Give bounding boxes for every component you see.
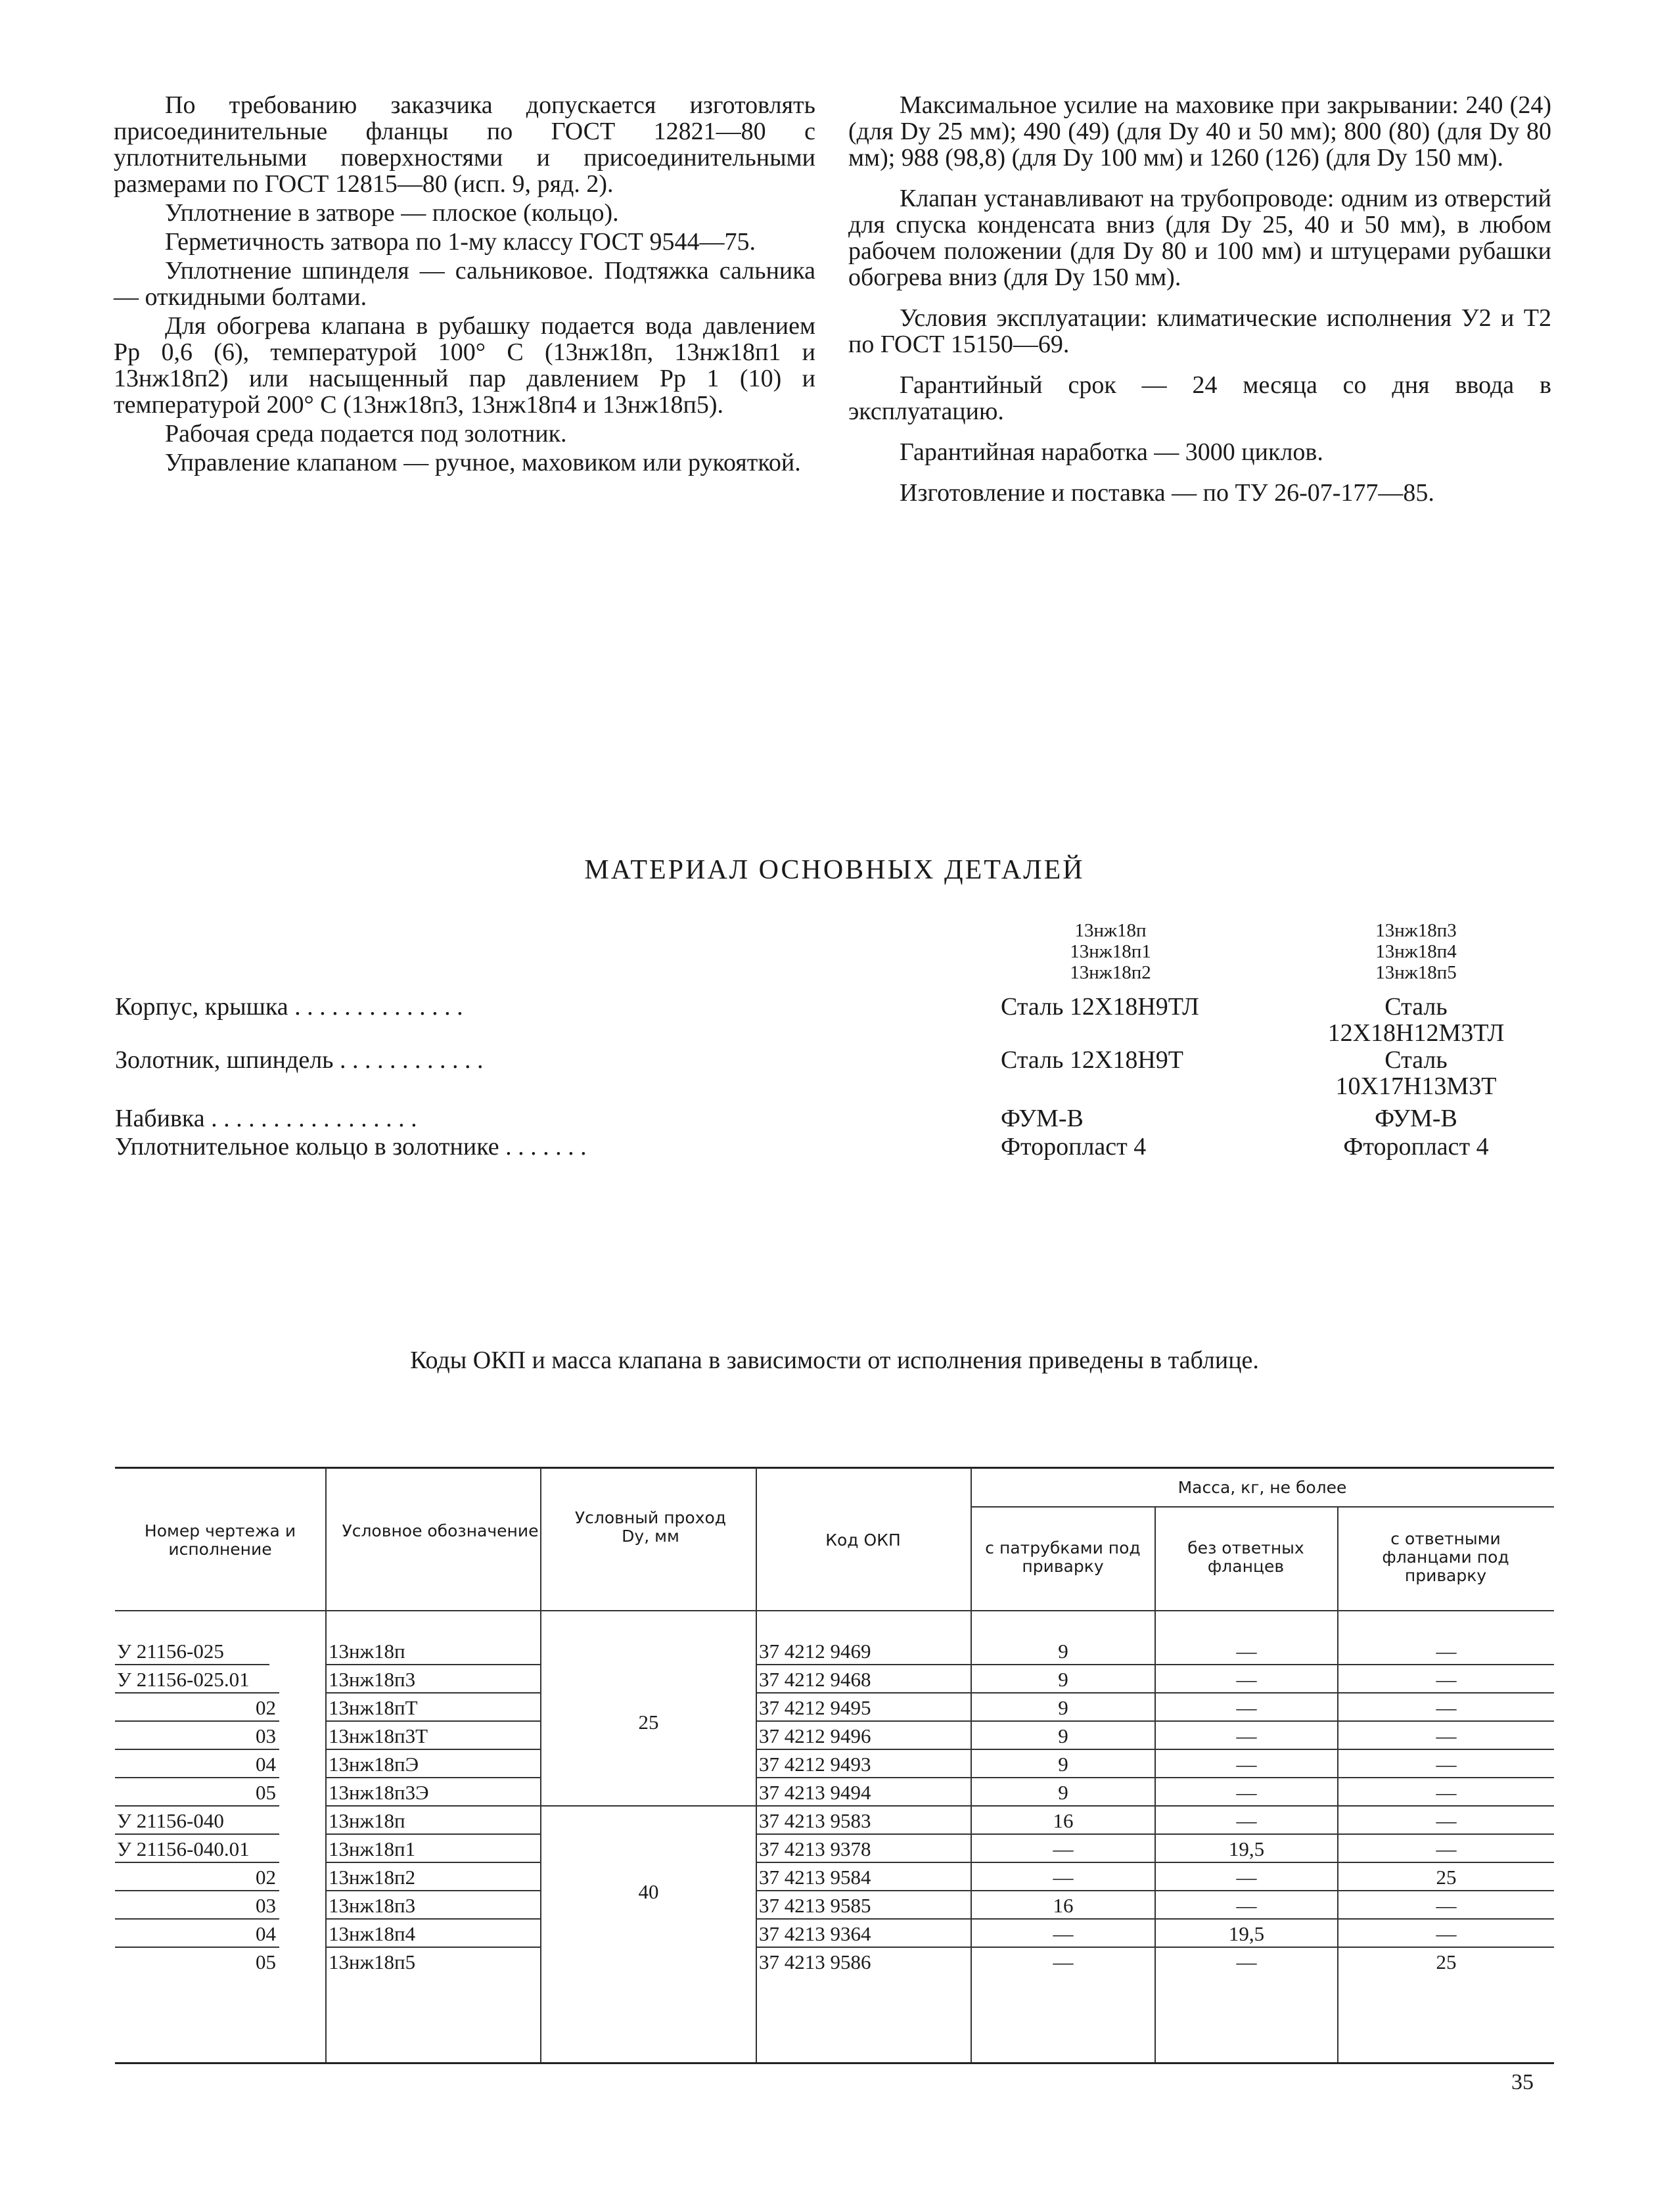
mass-with-flanges: — <box>1436 1753 1457 1776</box>
mass-no-flanges: 19,5 <box>1228 1837 1265 1860</box>
paragraph: Уплотнение в затворе — плоское (кольцо). <box>165 199 619 227</box>
okp-code: 37 4213 9583 <box>759 1809 871 1832</box>
mass-with-flanges: — <box>1436 1724 1457 1747</box>
mass-with-flanges: 25 <box>1436 1866 1457 1889</box>
material-col2: Сталь <box>1384 1046 1448 1074</box>
mass-with-flanges: — <box>1436 1781 1457 1804</box>
material-col1: Фторопласт 4 <box>1001 1133 1147 1161</box>
material-col2: ФУМ-В <box>1375 1105 1457 1132</box>
paragraph: Изготовление и поставка — по ТУ 26-07-177—85. <box>900 479 1434 507</box>
materials-title: МАТЕРИАЛ ОСНОВНЫХ ДЕТАЛЕЙ <box>584 855 1085 885</box>
paragraph: Клапан устанавливают на трубопроводе: одним из отверстий для спуска конденсата вниз (для Dу 25, 40 и 50 мм), в любом рабочем положении (для Dу 80 и 100 мм) и штуцерами рубашки обогрева вниз (для Dу 150 мм). <box>848 185 1551 291</box>
header-bore: Условный проход Dу, мм <box>574 1508 727 1546</box>
designation: 13нж18п3 <box>329 1668 416 1691</box>
header-drawing: Номер чертежа и исполнение <box>144 1521 296 1559</box>
mass-with-flanges: — <box>1436 1696 1457 1719</box>
paragraph: Гарантийная наработка — 3000 циклов. <box>900 438 1323 466</box>
drawing-number: У 21156-025.01 <box>117 1668 250 1691</box>
material-col2-grade: 12Х18Н12М3ТЛ <box>1327 1019 1505 1047</box>
mass-welding: — <box>1053 1837 1074 1860</box>
mass-with-flanges: 25 <box>1436 1950 1457 1973</box>
header-mass-no-flanges: без ответных фланцев <box>1187 1538 1304 1576</box>
drawing-number: 03 <box>256 1724 276 1747</box>
designation: 13нж18п2 <box>329 1866 416 1889</box>
paragraph: Уплотнение шпинделя — сальниковое. Подтяжка сальника — откидными болтами. <box>114 257 815 311</box>
mass-welding: 9 <box>1058 1668 1068 1691</box>
mass-welding: 9 <box>1058 1781 1068 1804</box>
designation: 13нж18пЭ <box>329 1753 419 1776</box>
okp-code: 37 4213 9585 <box>759 1894 871 1917</box>
part-name: Набивка . . . . . . . . . . . . . . . . . <box>115 1105 417 1132</box>
model-label: 13нж18п3 <box>1375 920 1457 941</box>
designation: 13нж18п1 <box>329 1837 416 1860</box>
mass-welding: 16 <box>1053 1894 1074 1917</box>
header-designation: Условное обозначение <box>342 1521 539 1540</box>
header-okp: Код ОКП <box>825 1531 901 1550</box>
okp-code: 37 4213 9378 <box>759 1837 871 1860</box>
drawing-number: У 21156-025 <box>117 1640 224 1663</box>
bore-value: 25 <box>638 1711 659 1734</box>
designation: 13нж18п3Т <box>329 1724 428 1747</box>
designation: 13нж18пТ <box>329 1696 418 1719</box>
mass-group-rule <box>971 1506 1554 1508</box>
material-col2-grade: 10Х17Н13М3Т <box>1335 1072 1497 1100</box>
mass-welding: — <box>1053 1866 1074 1889</box>
mass-welding: 9 <box>1058 1724 1068 1747</box>
right-text-column <box>848 92 1551 520</box>
okp-code: 37 4212 9493 <box>759 1753 871 1776</box>
mass-no-flanges: — <box>1236 1753 1257 1776</box>
mass-with-flanges: — <box>1436 1809 1457 1832</box>
material-col1: Сталь 12Х18Н9Т <box>1001 1046 1184 1074</box>
designation: 13нж18п <box>329 1809 405 1832</box>
designation: 13нж18п5 <box>329 1950 416 1973</box>
mass-no-flanges: — <box>1236 1809 1257 1832</box>
mass-with-flanges: — <box>1436 1837 1457 1860</box>
paragraph: Условия эксплуатации: климатические исполнения У2 и Т2 по ГОСТ 15150—69. <box>848 304 1551 358</box>
designation: 13нж18п3Э <box>329 1781 429 1804</box>
mass-no-flanges: — <box>1236 1724 1257 1747</box>
drawing-number: 02 <box>256 1696 276 1719</box>
mass-with-flanges: — <box>1436 1922 1457 1945</box>
model-label: 13нж18п1 <box>1070 941 1151 962</box>
mass-welding: 9 <box>1058 1640 1068 1663</box>
mass-no-flanges: — <box>1236 1866 1257 1889</box>
drawing-number: 05 <box>256 1950 276 1973</box>
table-top-rule <box>115 1467 1554 1469</box>
column-divider <box>756 1468 757 2062</box>
okp-code: 37 4212 9469 <box>759 1640 871 1663</box>
model-label: 13нж18п4 <box>1375 941 1457 962</box>
okp-code: 37 4213 9584 <box>759 1866 871 1889</box>
paragraph: Для обогрева клапана в рубашку подается вода давлением Pр 0,6 (6), температурой 100° С (13нж18п, 13нж18п1 и 13нж18п2) или насыщенный пар давлением Pр 1 (10) и температурой 200° С (13нж18п3, 13нж18п4 и 13нж18п5). <box>114 312 815 419</box>
mass-welding: — <box>1053 1950 1074 1973</box>
okp-code: 37 4212 9495 <box>759 1696 871 1719</box>
mass-welding: 9 <box>1058 1753 1068 1776</box>
model-label: 13нж18п5 <box>1375 962 1457 983</box>
drawing-number: 04 <box>256 1922 276 1945</box>
mass-no-flanges: — <box>1236 1668 1257 1691</box>
bore-value: 40 <box>638 1880 659 1903</box>
column-divider <box>325 1468 327 2062</box>
bore-group-rule <box>541 1805 756 1807</box>
mass-welding: — <box>1053 1922 1074 1945</box>
part-name: Корпус, крышка . . . . . . . . . . . . . . <box>115 993 463 1021</box>
designation: 13нж18п <box>329 1640 405 1663</box>
okp-code: 37 4213 9364 <box>759 1922 871 1945</box>
paragraph: Максимальное усилие на маховике при закрывании: 240 (24) (для Dу 25 мм); 490 (49) (для Dу 40 и 50 мм); 800 (80) (для Dу 80 мм); 988 (98,8) (для Dу 100 мм) и 1260 (126) (для Dу 150 мм). <box>848 91 1551 172</box>
drawing-number: У 21156-040.01 <box>117 1837 250 1860</box>
designation: 13нж18п3 <box>329 1894 416 1917</box>
drawing-number: 04 <box>256 1753 276 1776</box>
paragraph: Рабочая среда подается под золотник. <box>165 420 567 448</box>
mass-with-flanges: — <box>1436 1894 1457 1917</box>
materials-column-head-1 <box>1025 920 1196 983</box>
part-name: Уплотнительное кольцо в золотнике . . . . . . . <box>115 1133 587 1161</box>
mass-no-flanges: — <box>1236 1950 1257 1973</box>
part-name: Золотник, шпиндель . . . . . . . . . . . . <box>115 1046 484 1074</box>
drawing-number: 03 <box>256 1894 276 1917</box>
mass-welding: 9 <box>1058 1696 1068 1719</box>
material-col2: Сталь <box>1384 993 1448 1021</box>
material-col1: ФУМ-В <box>1001 1105 1084 1132</box>
header-mass-with-flanges: с ответными фланцами под приварку <box>1382 1529 1509 1585</box>
mass-no-flanges: — <box>1236 1894 1257 1917</box>
mass-with-flanges: — <box>1436 1640 1457 1663</box>
designation: 13нж18п4 <box>329 1922 416 1945</box>
okp-code: 37 4213 9494 <box>759 1781 871 1804</box>
okp-code: 37 4212 9496 <box>759 1724 871 1747</box>
paragraph: Управление клапаном — ручное, маховиком или рукояткой. <box>165 449 801 476</box>
model-label: 13нж18п <box>1074 920 1147 941</box>
mass-no-flanges: — <box>1236 1696 1257 1719</box>
drawing-number: 02 <box>256 1866 276 1889</box>
mass-with-flanges: — <box>1436 1668 1457 1691</box>
table-bottom-rule <box>115 2062 1554 2064</box>
paragraph: По требованию заказчика допускается изготовлять присоединительные фланцы по ГОСТ 12821—80 с уплотнительными поверхностями и присоединительными размерами по ГОСТ 12815—80 (исп. 9, ряд. 2). <box>114 91 815 198</box>
paragraph: Герметичность затвора по 1-му классу ГОСТ 9544—75. <box>165 228 756 256</box>
drawing-number: 05 <box>256 1781 276 1804</box>
model-label: 13нж18п2 <box>1070 962 1151 983</box>
left-text-column <box>114 92 815 478</box>
drawing-number: У 21156-040 <box>117 1809 224 1832</box>
mass-no-flanges: — <box>1236 1781 1257 1804</box>
material-col1: Сталь 12Х18Н9ТЛ <box>1001 993 1199 1021</box>
okp-code: 37 4213 9586 <box>759 1950 871 1973</box>
table-caption: Коды ОКП и масса клапана в зависимости от исполнения приведены в таблице. <box>410 1347 1259 1374</box>
header-mass-welding: с патрубками под приварку <box>985 1538 1141 1576</box>
mass-no-flanges: — <box>1236 1640 1257 1663</box>
page-number: 35 <box>1511 2070 1534 2094</box>
column-divider <box>540 1468 541 2062</box>
header-bottom-rule <box>115 1610 1554 1611</box>
mass-welding: 16 <box>1053 1809 1074 1832</box>
paragraph: Гарантийный срок — 24 месяца со дня ввода в эксплуатацию. <box>848 371 1551 425</box>
okp-code: 37 4212 9468 <box>759 1668 871 1691</box>
header-mass-group: Масса, кг, не более <box>1177 1478 1347 1497</box>
material-col2: Фторопласт 4 <box>1343 1133 1489 1161</box>
materials-column-head-2 <box>1331 920 1501 983</box>
mass-no-flanges: 19,5 <box>1228 1922 1265 1945</box>
